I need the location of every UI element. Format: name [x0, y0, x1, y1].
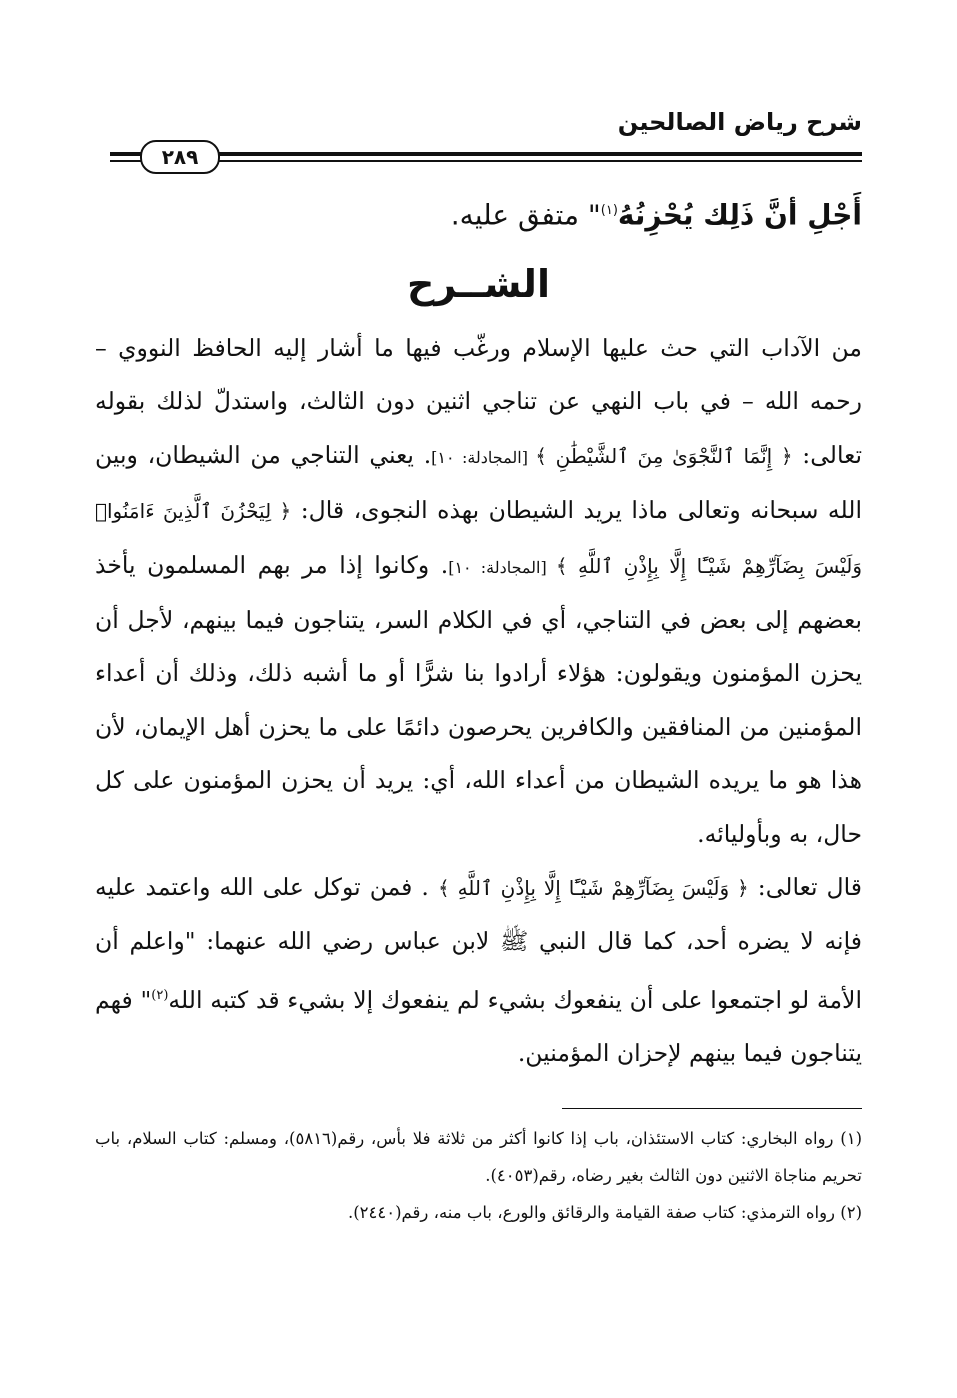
footnote-separator [562, 1108, 862, 1109]
section-heading: الشــرح [407, 262, 550, 306]
footnote-reference-1[interactable]: (١) [600, 203, 618, 218]
header-rule [110, 146, 862, 168]
opening-hadith-ending [95, 186, 862, 240]
page-number: ٢٨٩ [140, 140, 220, 174]
paragraph-text: . يعني التناجي من الشيطان، وبين الله سبحانه وتعالى ماذا يريد الشيطان بهذه النجوى، قال: [95, 440, 862, 525]
verse-citation: [المجادلة: ١٠] [448, 557, 556, 577]
hadith-quote: أَجْلِ أنَّ ذَلِك يُحْزِنُهُ [617, 198, 862, 232]
paragraph-text: قال تعالى: [748, 873, 862, 902]
quran-verse: ﴿ وَلَيْسَ بِضَآرِّهِمْ شَيْـًٔا إِلَّا بِإِذْنِ ٱللَّهِ ﴾ [437, 876, 749, 901]
commentary-paragraph-1 [95, 322, 862, 861]
footnotes [95, 1120, 862, 1231]
hadith-closing-quote: " [587, 198, 601, 232]
footnote-1: (١) رواه البخاري: كتاب الاستئذان، باب إذا كانوا أكثر من ثلاثة فلا بأس، رقم(٥٨١٦)، ومسلم: كتاب السلام، باب تحريم مناجاة الاثنين دون الثالث بغير رضاه، رقم(٤٠٥٣). [95, 1129, 862, 1185]
quran-verse: ﴿ لِيَحْزُنَ ٱلَّذِينَ ءَامَنُوا۟ وَلَيْسَ بِضَآرِّهِمْ شَيْـًٔا إِلَّا بِإِذْنِ ٱللَّهِ ﴾ [95, 499, 862, 578]
paragraph-text: . فمن توكل على الله واعتمد عليه فإنه لا يضره أحد، كما قال النبي ﷺ لابن عباس رضي الله عنهما: "واعلم أن الأمة لو اجتمعوا على أن ينفعوك بشيء لم ينفعوك إلا بشيء قد كتبه الله [95, 873, 862, 1014]
verse-citation: [المجادلة: ١٠] [431, 447, 536, 467]
footnote-reference-2[interactable]: (٢) [151, 987, 169, 1003]
paragraph-text: من الآداب التي حث عليها الإسلام ورغّب فيها ما أشار إليه الحافظ النووي – رحمه الله – في باب النهي عن تناجي اثنين دون الثالث، واستدلّ لذلك بقوله تعالى: [95, 334, 862, 469]
header-rule-thick-line [110, 152, 862, 156]
running-header-title: شرح رياض الصالحين [617, 108, 862, 136]
header-rule-thin-line [110, 160, 862, 162]
commentary-paragraph-2 [95, 861, 862, 1080]
paragraph-text: " فهم يتناجون فيما بينهم لإحزان المؤمنين. [95, 985, 862, 1068]
commentary-body [95, 322, 862, 1081]
quran-verse: ﴿ إِنَّمَا ٱلنَّجْوَىٰ مِنَ ٱلشَّيْطَٰنِ ﴾ [535, 443, 793, 468]
hadith-grading: متفق عليه. [450, 198, 588, 232]
footnote-2: (٢) رواه الترمذي: كتاب صفة القيامة والرقائق والورع، باب منه، رقم(٢٤٤٠). [347, 1203, 862, 1222]
paragraph-text: . وكانوا إذا مر بهم المسلمون يأخذ بعضهم إلى بعض في التناجي، أي في الكلام السر، يتناجون فيما بينهم، لأجل أن يحزن المؤمنون ويقولون: هؤلاء أرادوا بنا شرًّا أو ما أشبه ذلك، وذلك أن أعداء المؤمنين من المنافقين والكافرين يحرصون دائمًا على ما يحزن أهل الإيمان، لأن هذا هو ما يريده الشيطان من أعداء الله، أي: يريد أن يحزن المؤمنون على كل حال، به وبأوليائه. [95, 550, 862, 848]
